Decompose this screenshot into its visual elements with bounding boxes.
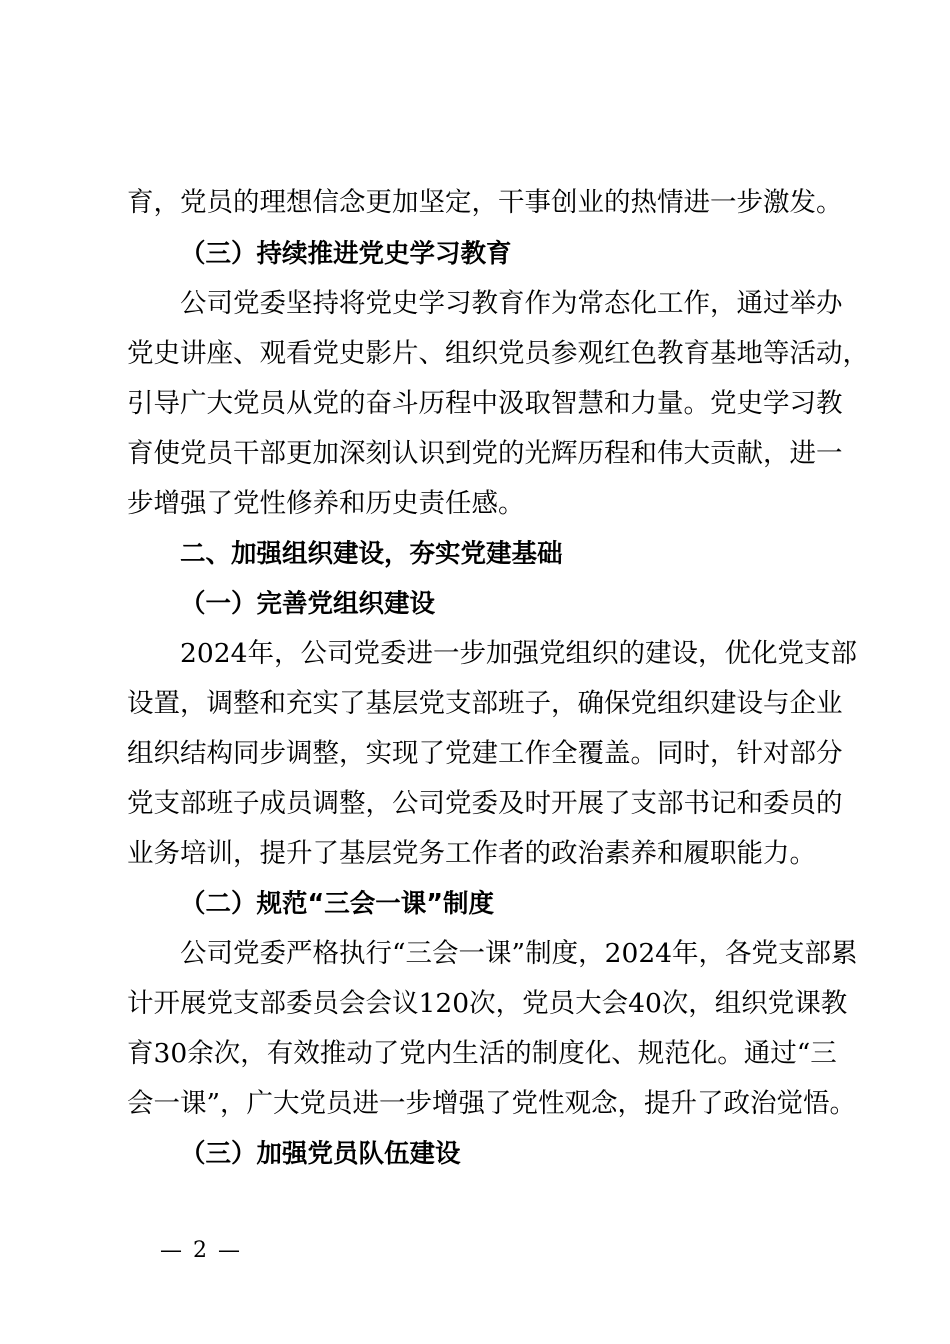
body-text-line: 设置，调整和充实了基层党支部班子，确保党组织建设与企业: [127, 688, 843, 719]
body-text-line: 育30余次，有效推动了党内生活的制度化、规范化。通过“三: [127, 1038, 837, 1069]
page-number: — 2 —: [160, 1238, 242, 1263]
body-text-line: 党支部班子成员调整，公司党委及时开展了支部书记和委员的: [127, 788, 843, 819]
body-text-line: 引导广大党员从党的奋斗历程中汲取智慧和力量。党史学习教: [127, 388, 843, 419]
body-text-line: 党史讲座、观看党史影片、组织党员参观红色教育基地等活动，: [127, 338, 869, 369]
body-text-line: 公司党委严格执行“三会一课”制度，2024年，各党支部累: [180, 938, 858, 969]
body-text-line: 业务培训，提升了基层党务工作者的政治素养和履职能力。: [127, 838, 816, 869]
subheading: （三）持续推进党史学习教育: [180, 239, 512, 269]
section-heading: 二、加强组织建设，夯实党建基础: [180, 539, 563, 569]
body-text-line: 2024年，公司党委进一步加强党组织的建设，优化党支部: [180, 638, 857, 669]
body-text-line: 育，党员的理想信念更加坚定，干事创业的热情进一步激发。: [127, 187, 843, 218]
body-text-line: 会一课”，广大党员进一步增强了党性观念，提升了政治觉悟。: [127, 1088, 857, 1119]
subheading: （一）完善党组织建设: [180, 589, 436, 619]
body-text-line: 步增强了党性修养和历史责任感。: [127, 488, 525, 519]
body-text-line: 公司党委坚持将党史学习教育作为常态化工作，通过举办: [180, 288, 843, 319]
subheading: （三）加强党员队伍建设: [180, 1139, 461, 1169]
subheading: （二）规范“三会一课”制度: [180, 889, 495, 919]
body-text-line: 组织结构同步调整，实现了党建工作全覆盖。同时，针对部分: [127, 738, 843, 769]
body-text-line: 育使党员干部更加深刻认识到党的光辉历程和伟大贡献，进一: [127, 438, 843, 469]
body-text-line: 计开展党支部委员会会议120次，党员大会40次，组织党课教: [127, 988, 848, 1019]
